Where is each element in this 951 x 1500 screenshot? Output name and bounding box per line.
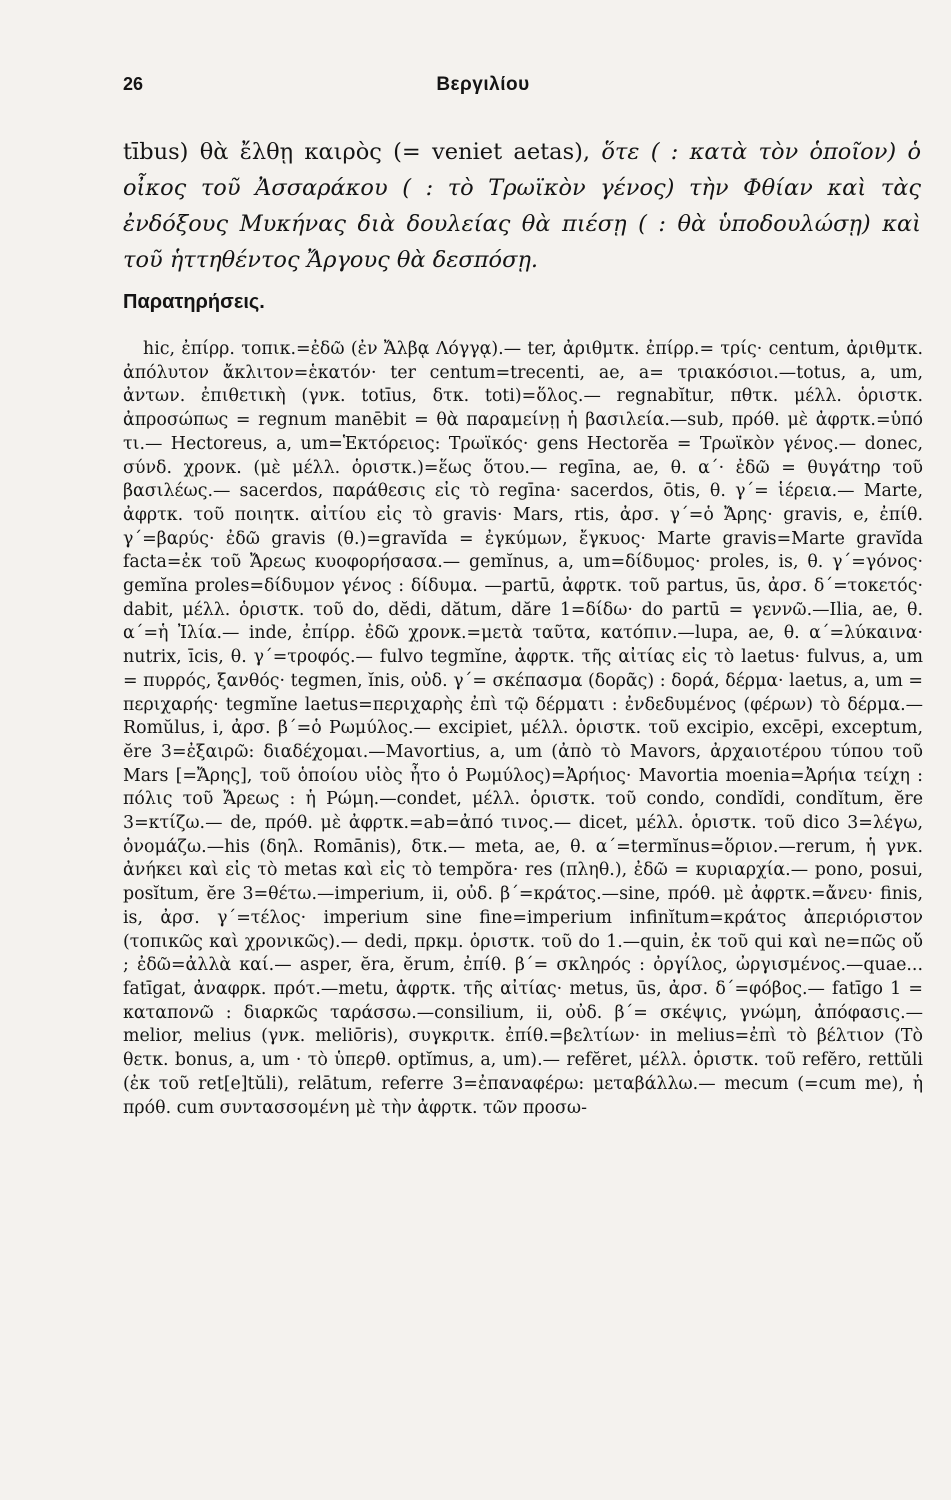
section-heading: Παρατηρήσεις. [123,291,265,313]
translation-lead: tībus) θὰ ἔλθῃ καιρὸς (= veniet aetas), [123,139,602,165]
notes-block [123,338,923,1120]
translation-text: ὅτε ( : κατὰ τὸν ὁποῖον) ὁ οἶκος τοῦ Ἀσσαράκου ( : τὸ Τρωϊκὸν γένος) τὴν Φθίαν καὶ τὰς ἐνδόξους Μυκήνας διὰ δουλείας θὰ πιέσῃ ( : θὰ ὑποδουλώσῃ) καὶ τοῦ ἡττηθέντος Ἄργους θὰ δεσπόσῃ. [123,139,921,273]
running-head: Βεργιλίου [436,74,530,95]
page-number: 26 [123,74,144,94]
notes-paragraph: hic, ἐπίρρ. τοπικ.=ἐδῶ (ἐν Ἄλβᾳ Λόγγᾳ).— ter, ἀριθμτκ. ἐπίρρ.= τρίς· centum, ἀριθμτκ. ἀπόλυτον ἄκλιτον=ἑκατόν· ter centum=trecenti, ae, a= τριακόσιοι.—totus, a, um, ἀντων. ἐπιθετικὴ (γνκ. totīus, δτκ. toti)=ὅλος.— regnabĭtur, πθτκ. μέλλ. ὁριστκ. ἀπροσώπως = regnum manēbit = θὰ παραμείνῃ ἡ βασιλεία.—sub, πρόθ. μὲ ἀφρτκ.=ὑπό τι.— Hectoreus, a, um=Ἑκτόρειος: Τρωϊκός· gens Hectorĕa = Τρωϊκὸν γένος.— donec, σύνδ. χρονκ. (μὲ μέλλ. ὁριστκ.)=ἕως ὅτου.— regīna, ae, θ. α΄· ἐδῶ = θυγάτηρ τοῦ βασιλέως.— sacerdos, παράθεσις εἰς τὸ regīna· sacerdos, ōtis, θ. γ΄= ἱέρεια.— Marte, ἀφρτκ. τοῦ ποιητκ. αἰτίου εἰς τὸ gravis· Mars, rtis, ἀρσ. γ΄=ὁ Ἄρης· gravis, e, ἐπίθ. γ΄=βαρύς· ἐδῶ gravis (θ.)=gravĭda = ἐγκύμων, ἔγκυος· Marte gravis=Marte gravĭda facta=ἐκ τοῦ Ἄρεως κυοφορήσασα.— gemĭnus, a, um=δίδυμος· proles, is, θ. γ΄=γόνος· gemĭna proles=δίδυμον γένος : δίδυμα. —partū, ἀφρτκ. τοῦ partus, ūs, ἀρσ. δ΄=τοκετός· dabit, μέλλ. ὁριστκ. τοῦ do, dĕdi, dătum, dăre 1=δίδω· do partū = γεννῶ.—Ilia, ae, θ. α΄=ἡ Ἰλία.— inde, ἐπίρρ. ἐδῶ χρονκ.=μετὰ ταῦτα, κατόπιν.—lupa, ae, θ. α΄=λύκαινα· nutrix, īcis, θ. γ΄=τροφός.— fulvo tegmĭne, ἀφρτκ. τῆς αἰτίας εἰς τὸ laetus· fulvus, a, um = πυρρός, ξανθός· tegmen, ĭnis, οὐδ. γ΄= σκέπασμα (δορᾶς) : δορά, δέρμα· laetus, a, um = περιχαρής· tegmĭne laetus=περιχαρὴς ἐπὶ τῷ δέρματι : ἐνδεδυμένος (φέρων) τὸ δέρμα.—Romŭlus, i, ἀρσ. β΄=ὁ Ρωμύλος.— excipiet, μέλλ. ὁριστκ. τοῦ excipio, excēpi, exceptum, ĕre 3=ἐξαιρῶ: διαδέχομαι.—Mavortius, a, um (ἀπὸ τὸ Mavors, ἀρχαιοτέρου τύπου τοῦ Mars [=Ἄρης], τοῦ ὁποίου υἱὸς ἦτο ὁ Ρωμύλος)=Ἀρήιος· Mavortia moenia=Ἀρήια τείχη : πόλις τοῦ Ἄρεως : ἡ Ρώμη.—condet, μέλλ. ὁριστκ. τοῦ condo, condĭdi, condĭtum, ĕre 3=κτίζω.— de, πρόθ. μὲ ἀφρτκ.=ab=ἀπό τινος.— dicet, μέλλ. ὁριστκ. τοῦ dico 3=λέγω, ὀνομάζω.—his (δηλ. Romānis), δτκ.— meta, ae, θ. α΄=termĭnus=ὅριον.—rerum, ἡ γνκ. ἀνήκει καὶ εἰς τὸ metas καὶ εἰς τὸ tempŏra· res (πληθ.), ἐδῶ = κυριαρχία.— pono, posui, posĭtum, ĕre 3=θέτω.—imperium, ii, οὐδ. β΄=κράτος.—sine, πρόθ. μὲ ἀφρτκ.=ἄνευ· finis, is, ἀρσ. γ΄=τέλος· imperium sine fine=imperium infinĭtum=κράτος ἀπεριόριστον (τοπικῶς καὶ χρονικῶς).— dedi, πρκμ. ὁριστκ. τοῦ do 1.—quin, ἐκ τοῦ qui καὶ ne=πῶς οὔ ; ἐδῶ=ἀλλὰ καί.— asper, ĕra, ĕrum, ἐπίθ. β΄= σκληρός : ὀργίλος, ὠργισμένος.—quae... fatīgat, ἀναφρκ. πρότ.—metu, ἀφρτκ. τῆς αἰτίας· metus, ūs, ἀρσ. δ΄=φόβος.— fatīgo 1 = καταπονῶ : διαρκῶς ταράσσω.—consilium, ii, οὐδ. β΄= σκέψις, γνώμη, ἀπόφασις.— melior, melius (γνκ. meliōris), συγκριτκ. ἐπίθ.=βελτίων· in melius=ἐπὶ τὸ βέλτιον (Τὸ θετκ. bonus, a, um · τὸ ὑπερθ. optĭmus, a, um).— refĕret, μέλλ. ὁριστκ. τοῦ refĕro, rettŭli (ἐκ τοῦ ret[e]tŭli), relātum, referre 3=ἐπαναφέρω: μεταβάλλω.— mecum (=cum me), ἡ πρόθ. cum συντασσομένη μὲ τὴν ἀφρτκ. τῶν προσω- [123,339,923,1118]
translation-paragraph [123,134,921,278]
page-header [123,74,843,104]
